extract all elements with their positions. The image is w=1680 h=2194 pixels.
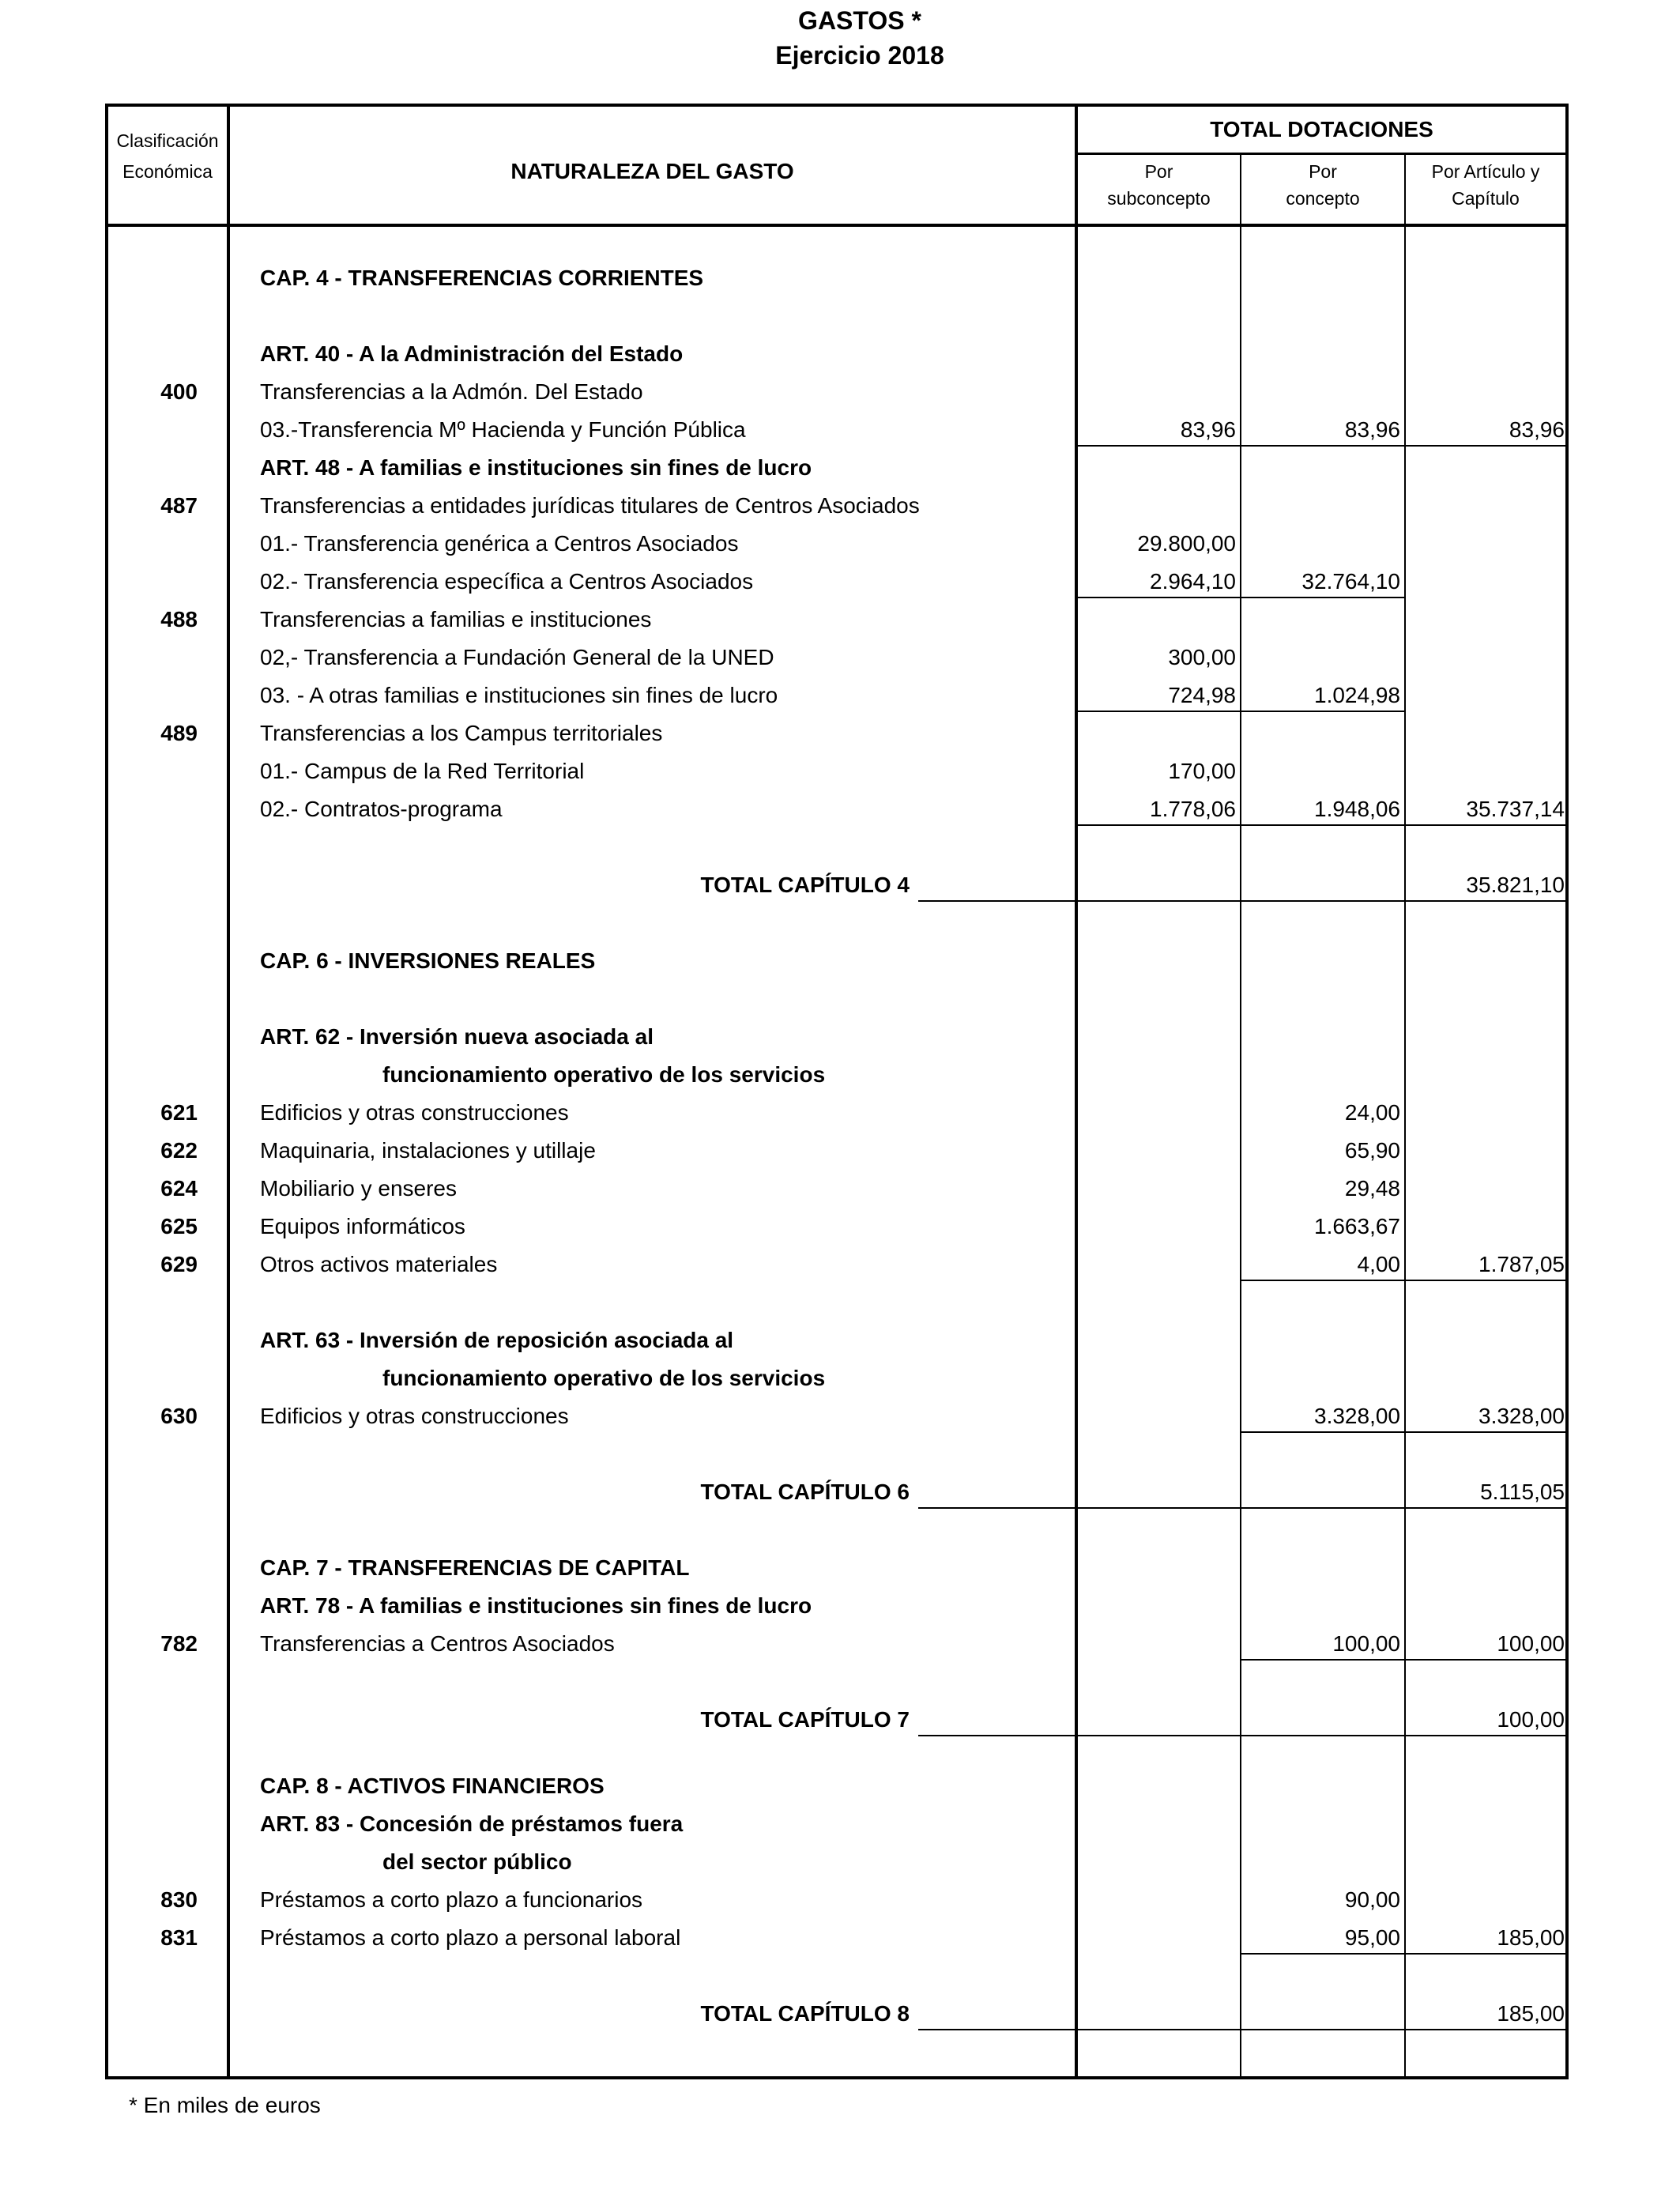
amount-articulo-capitulo: 185,00 (1497, 2001, 1565, 2026)
amount-articulo-capitulo: 1.787,05 (1478, 1252, 1565, 1276)
amount-concepto: 1.948,06 (1314, 797, 1400, 821)
table-row (0, 1589, 1680, 1627)
amount-articulo-capitulo: 5.115,05 (1480, 1480, 1565, 1504)
row-description: CAP. 7 - TRANSFERENCIAS DE CAPITAL (260, 1555, 690, 1580)
table-top-border (105, 104, 1569, 107)
header-inner-line (1075, 153, 1569, 155)
row-code: 782 (160, 1631, 198, 1656)
sum-rule (1078, 711, 1240, 712)
table-row (0, 1664, 1680, 1702)
row-code: 630 (160, 1404, 198, 1428)
row-description: 02,- Transferencia a Fundación General de la UNED (260, 645, 774, 669)
row-description: Maquinaria, instalaciones y utillaje (260, 1138, 596, 1163)
row-description: ART. 40 - A la Administración del Estado (260, 341, 684, 366)
sum-rule (1078, 824, 1240, 826)
sum-rule (1241, 1953, 1404, 1955)
amount-concepto: 65,90 (1344, 1138, 1400, 1163)
table-row (0, 450, 1680, 488)
table-row (0, 1209, 1680, 1247)
row-code: 830 (160, 1887, 198, 1912)
sum-rule (1241, 1659, 1404, 1661)
table-row (0, 640, 1680, 678)
table-bottom-border (105, 2076, 1569, 2079)
sum-rule (1406, 2029, 1565, 2030)
sum-rule (1406, 1280, 1565, 1281)
table-row (0, 488, 1680, 526)
chapter-total-label: TOTAL CAPÍTULO 8 (700, 2001, 910, 2026)
sum-rule (1078, 1735, 1240, 1736)
row-description: ART. 62 - Inversión nueva asociada al (260, 1024, 654, 1049)
row-description: 02.- Contratos-programa (260, 797, 503, 821)
amount-concepto: 4,00 (1357, 1252, 1400, 1276)
row-code: 488 (160, 607, 198, 631)
amount-concepto: 100,00 (1332, 1631, 1400, 1656)
table-row (0, 261, 1680, 299)
table-row (0, 1323, 1680, 1361)
row-description: 03. - A otras familias e instituciones sin fines de lucro (260, 683, 778, 707)
row-description: funcionamiento operativo de los servicios (382, 1062, 826, 1087)
row-description: ART. 83 - Concesión de préstamos fuera (260, 1811, 684, 1836)
table-row (0, 830, 1680, 868)
row-description: Transferencias a familias e instituciones (260, 607, 652, 631)
amount-concepto: 29,48 (1344, 1176, 1400, 1201)
sum-rule (918, 1735, 1075, 1736)
table-row (0, 337, 1680, 375)
row-description: Transferencias a entidades jurídicas titulares de Centros Asociados (260, 493, 920, 518)
amount-concepto: 24,00 (1344, 1100, 1400, 1125)
amount-articulo-capitulo: 83,96 (1509, 417, 1565, 442)
table-row (0, 1285, 1680, 1323)
table-row (0, 1845, 1680, 1883)
sum-rule (1078, 1507, 1240, 1509)
sum-rule (1241, 2029, 1404, 2030)
sum-rule (918, 900, 1075, 902)
table-row (0, 1133, 1680, 1171)
row-description: 03.-Transferencia Mº Hacienda y Función Pública (260, 417, 746, 442)
table-row (0, 1020, 1680, 1057)
table-row (0, 1513, 1680, 1551)
amount-subconcepto: 1.778,06 (1150, 797, 1236, 821)
amount-concepto: 3.328,00 (1314, 1404, 1400, 1428)
table-row (0, 678, 1680, 716)
row-description: Otros activos materiales (260, 1252, 498, 1276)
sum-rule (1241, 1280, 1404, 1281)
header-sub-1: Por (1144, 161, 1173, 182)
table-row (0, 1171, 1680, 1209)
chapter-total-label: TOTAL CAPÍTULO 7 (700, 1707, 910, 1732)
amount-articulo-capitulo: 35.737,14 (1466, 797, 1565, 821)
table-row (0, 1095, 1680, 1133)
sum-rule (1241, 1431, 1404, 1433)
row-description: Préstamos a corto plazo a funcionarios (260, 1887, 643, 1912)
header-art-1: Por Artículo y (1431, 161, 1540, 182)
table-row (0, 299, 1680, 337)
amount-subconcepto: 29.800,00 (1137, 531, 1236, 556)
row-description: ART. 48 - A familias e instituciones sin fines de lucro (260, 455, 812, 480)
amount-subconcepto: 2.964,10 (1150, 569, 1236, 594)
page-subtitle: Ejercicio 2018 (775, 41, 944, 70)
table-row (0, 375, 1680, 413)
sum-rule (1241, 711, 1404, 712)
sum-rule (1406, 1431, 1565, 1433)
header-bottom-border (105, 224, 1569, 227)
row-description: CAP. 6 - INVERSIONES REALES (260, 948, 596, 973)
row-description: Transferencias a Centros Asociados (260, 1631, 615, 1656)
sum-rule (1078, 900, 1240, 902)
amount-articulo-capitulo: 3.328,00 (1478, 1404, 1565, 1428)
table-row (0, 526, 1680, 564)
row-description: ART. 63 - Inversión de reposición asociada al (260, 1328, 734, 1352)
amount-subconcepto: 83,96 (1180, 417, 1236, 442)
header-con-2: concepto (1286, 188, 1360, 209)
sum-rule (1406, 1659, 1565, 1661)
table-row (0, 944, 1680, 982)
table-row (0, 1769, 1680, 1807)
amount-subconcepto: 170,00 (1168, 759, 1236, 783)
amount-articulo-capitulo: 35.821,10 (1466, 873, 1565, 897)
amount-concepto: 1.663,67 (1314, 1214, 1400, 1238)
amount-concepto: 83,96 (1344, 417, 1400, 442)
table-row (0, 716, 1680, 754)
footnote: * En miles de euros (129, 2093, 321, 2117)
table-row (0, 982, 1680, 1020)
sum-rule (918, 1507, 1075, 1509)
row-description: 01.- Campus de la Red Territorial (260, 759, 585, 783)
chapter-total-label: TOTAL CAPÍTULO 6 (700, 1480, 910, 1504)
table-row (0, 1883, 1680, 1921)
row-description: del sector público (382, 1849, 572, 1874)
header-clasificacion-2: Económica (122, 161, 213, 182)
amount-subconcepto: 724,98 (1168, 683, 1236, 707)
row-description: 01.- Transferencia genérica a Centros Asociados (260, 531, 739, 556)
row-code: 622 (160, 1138, 198, 1163)
row-description: CAP. 8 - ACTIVOS FINANCIEROS (260, 1774, 605, 1798)
amount-articulo-capitulo: 100,00 (1497, 1631, 1565, 1656)
amount-concepto: 1.024,98 (1314, 683, 1400, 707)
table-row (0, 1551, 1680, 1589)
sum-rule (1406, 1953, 1565, 1955)
table-row (0, 564, 1680, 602)
amount-subconcepto: 300,00 (1168, 645, 1236, 669)
sum-rule (1406, 445, 1565, 447)
amount-concepto: 32.764,10 (1301, 569, 1400, 594)
row-description: Transferencias a los Campus territoriales (260, 721, 663, 745)
sum-rule (1078, 2029, 1240, 2030)
sum-rule (1241, 445, 1404, 447)
table-row (0, 1057, 1680, 1095)
row-description: ART. 78 - A familias e instituciones sin fines de lucro (260, 1593, 812, 1618)
row-description: Equipos informáticos (260, 1214, 465, 1238)
row-description: 02.- Transferencia específica a Centros Asociados (260, 569, 754, 594)
row-code: 629 (160, 1252, 198, 1276)
sum-rule (1241, 1507, 1404, 1509)
row-code: 831 (160, 1925, 198, 1950)
sum-rule (1078, 597, 1240, 598)
table-row (0, 1437, 1680, 1475)
amount-articulo-capitulo: 185,00 (1497, 1925, 1565, 1950)
sum-rule (1241, 900, 1404, 902)
sum-rule (1078, 445, 1240, 447)
amount-concepto: 90,00 (1344, 1887, 1400, 1912)
row-code: 487 (160, 493, 198, 518)
header-con-1: Por (1309, 161, 1337, 182)
chapter-total-label: TOTAL CAPÍTULO 4 (700, 873, 910, 897)
table-row (0, 602, 1680, 640)
sum-rule (1241, 1735, 1404, 1736)
row-description: CAP. 4 - TRANSFERENCIAS CORRIENTES (260, 266, 704, 290)
row-description: Préstamos a corto plazo a personal laboral (260, 1925, 681, 1950)
row-code: 624 (160, 1176, 198, 1201)
amount-articulo-capitulo: 100,00 (1497, 1707, 1565, 1732)
table-row (0, 1361, 1680, 1399)
row-description: Edificios y otras construcciones (260, 1404, 569, 1428)
row-description: Transferencias a la Admón. Del Estado (260, 379, 643, 404)
row-code: 625 (160, 1214, 198, 1238)
sum-rule (1241, 597, 1404, 598)
sum-rule (1241, 824, 1404, 826)
page-title: GASTOS * (798, 6, 921, 35)
row-description: Edificios y otras construcciones (260, 1100, 569, 1125)
header-art-2: Capítulo (1452, 188, 1520, 209)
header-total-dotaciones: TOTAL DOTACIONES (1210, 117, 1433, 141)
header-clasificacion-1: Clasificación (116, 130, 219, 151)
sum-rule (918, 2029, 1075, 2030)
header-naturaleza: NATURALEZA DEL GASTO (510, 159, 794, 183)
row-description: funcionamiento operativo de los servicios (382, 1366, 826, 1390)
amount-concepto: 95,00 (1344, 1925, 1400, 1950)
sum-rule (1406, 1735, 1565, 1736)
row-code: 489 (160, 721, 198, 745)
sum-rule (1406, 824, 1565, 826)
table-row (0, 1958, 1680, 1996)
sum-rule (1406, 900, 1565, 902)
table-row (0, 1807, 1680, 1845)
row-description: Mobiliario y enseres (260, 1176, 457, 1201)
table-row (0, 754, 1680, 792)
header-sub-2: subconcepto (1107, 188, 1211, 209)
table-row (0, 906, 1680, 944)
sum-rule (1406, 1507, 1565, 1509)
row-code: 621 (160, 1100, 198, 1125)
row-code: 400 (160, 379, 198, 404)
